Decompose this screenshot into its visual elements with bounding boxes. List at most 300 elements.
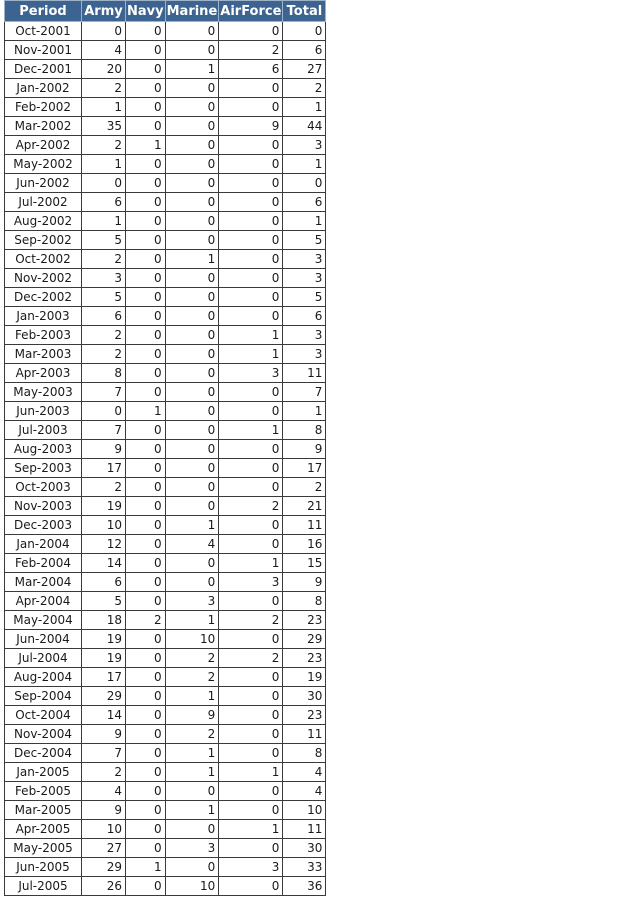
cell-army: 8 <box>82 364 126 383</box>
cell-period: Nov-2001 <box>5 41 82 60</box>
cell-navy: 0 <box>126 326 166 345</box>
cell-total: 8 <box>283 744 326 763</box>
cell-navy: 0 <box>126 117 166 136</box>
cell-airforce: 2 <box>219 41 283 60</box>
cell-army: 29 <box>82 858 126 877</box>
cell-army: 9 <box>82 801 126 820</box>
cell-army: 1 <box>82 155 126 174</box>
table-row <box>5 117 326 136</box>
cell-marine: 0 <box>165 117 219 136</box>
cell-navy: 0 <box>126 592 166 611</box>
cell-navy: 0 <box>126 535 166 554</box>
table-row <box>5 383 326 402</box>
cell-airforce: 0 <box>219 592 283 611</box>
table-row <box>5 573 326 592</box>
header-row <box>5 1 326 22</box>
table-row <box>5 41 326 60</box>
cell-airforce: 0 <box>219 307 283 326</box>
cell-marine: 1 <box>165 687 219 706</box>
cell-marine: 9 <box>165 706 219 725</box>
cell-airforce: 0 <box>219 630 283 649</box>
cell-marine: 0 <box>165 554 219 573</box>
cell-period: Dec-2003 <box>5 516 82 535</box>
cell-army: 14 <box>82 554 126 573</box>
table-row <box>5 478 326 497</box>
table-row <box>5 364 326 383</box>
cell-marine: 0 <box>165 858 219 877</box>
cell-army: 19 <box>82 630 126 649</box>
cell-period: May-2002 <box>5 155 82 174</box>
table-row <box>5 459 326 478</box>
cell-navy: 0 <box>126 630 166 649</box>
cell-total: 19 <box>283 668 326 687</box>
cell-total: 11 <box>283 516 326 535</box>
cell-period: Feb-2003 <box>5 326 82 345</box>
cell-army: 14 <box>82 706 126 725</box>
cell-marine: 0 <box>165 22 219 41</box>
cell-army: 0 <box>82 174 126 193</box>
data-table <box>4 0 326 896</box>
cell-marine: 0 <box>165 307 219 326</box>
cell-army: 27 <box>82 839 126 858</box>
cell-navy: 0 <box>126 839 166 858</box>
cell-marine: 0 <box>165 136 219 155</box>
table-row <box>5 744 326 763</box>
table-row <box>5 402 326 421</box>
cell-marine: 0 <box>165 98 219 117</box>
cell-navy: 0 <box>126 820 166 839</box>
header-marine: Marine <box>165 1 219 22</box>
cell-period: Mar-2003 <box>5 345 82 364</box>
cell-army: 12 <box>82 535 126 554</box>
cell-total: 1 <box>283 212 326 231</box>
cell-army: 2 <box>82 478 126 497</box>
cell-period: Jun-2004 <box>5 630 82 649</box>
table-row <box>5 782 326 801</box>
cell-marine: 0 <box>165 79 219 98</box>
table-row <box>5 611 326 630</box>
cell-army: 9 <box>82 725 126 744</box>
cell-army: 2 <box>82 136 126 155</box>
cell-navy: 0 <box>126 440 166 459</box>
cell-total: 6 <box>283 193 326 212</box>
cell-total: 3 <box>283 326 326 345</box>
cell-marine: 10 <box>165 630 219 649</box>
cell-period: Jul-2003 <box>5 421 82 440</box>
cell-airforce: 0 <box>219 174 283 193</box>
cell-airforce: 1 <box>219 326 283 345</box>
cell-navy: 0 <box>126 307 166 326</box>
cell-total: 1 <box>283 402 326 421</box>
table-row <box>5 288 326 307</box>
cell-period: Apr-2002 <box>5 136 82 155</box>
cell-total: 9 <box>283 573 326 592</box>
cell-period: Apr-2004 <box>5 592 82 611</box>
table-row <box>5 668 326 687</box>
cell-navy: 0 <box>126 877 166 896</box>
cell-army: 17 <box>82 668 126 687</box>
cell-period: May-2005 <box>5 839 82 858</box>
cell-airforce: 0 <box>219 706 283 725</box>
table-row <box>5 535 326 554</box>
cell-navy: 0 <box>126 744 166 763</box>
cell-army: 4 <box>82 41 126 60</box>
cell-period: Jan-2002 <box>5 79 82 98</box>
cell-total: 3 <box>283 269 326 288</box>
table-row <box>5 649 326 668</box>
cell-navy: 0 <box>126 288 166 307</box>
cell-total: 44 <box>283 117 326 136</box>
cell-total: 17 <box>283 459 326 478</box>
cell-airforce: 0 <box>219 383 283 402</box>
table-row <box>5 592 326 611</box>
table-row <box>5 231 326 250</box>
cell-marine: 0 <box>165 155 219 174</box>
cell-airforce: 0 <box>219 98 283 117</box>
cell-marine: 0 <box>165 421 219 440</box>
cell-marine: 1 <box>165 611 219 630</box>
cell-airforce: 2 <box>219 611 283 630</box>
cell-marine: 0 <box>165 497 219 516</box>
cell-navy: 0 <box>126 41 166 60</box>
cell-total: 1 <box>283 155 326 174</box>
cell-navy: 0 <box>126 649 166 668</box>
cell-airforce: 0 <box>219 877 283 896</box>
table-row <box>5 706 326 725</box>
cell-period: Mar-2005 <box>5 801 82 820</box>
cell-total: 8 <box>283 421 326 440</box>
header-period: Period <box>5 1 82 22</box>
cell-army: 10 <box>82 516 126 535</box>
cell-period: Oct-2001 <box>5 22 82 41</box>
cell-total: 5 <box>283 288 326 307</box>
table-row <box>5 212 326 231</box>
cell-marine: 1 <box>165 60 219 79</box>
cell-total: 0 <box>283 22 326 41</box>
cell-total: 10 <box>283 801 326 820</box>
cell-total: 4 <box>283 763 326 782</box>
header-navy: Navy <box>126 1 166 22</box>
cell-army: 7 <box>82 744 126 763</box>
cell-marine: 2 <box>165 668 219 687</box>
cell-navy: 0 <box>126 193 166 212</box>
cell-navy: 0 <box>126 269 166 288</box>
cell-period: Jan-2003 <box>5 307 82 326</box>
cell-marine: 0 <box>165 326 219 345</box>
cell-marine: 0 <box>165 364 219 383</box>
table-row <box>5 554 326 573</box>
cell-marine: 1 <box>165 516 219 535</box>
cell-marine: 0 <box>165 573 219 592</box>
cell-army: 19 <box>82 649 126 668</box>
cell-marine: 0 <box>165 174 219 193</box>
cell-airforce: 3 <box>219 573 283 592</box>
cell-period: Dec-2002 <box>5 288 82 307</box>
cell-navy: 0 <box>126 231 166 250</box>
cell-total: 3 <box>283 250 326 269</box>
cell-airforce: 6 <box>219 60 283 79</box>
cell-period: Jun-2003 <box>5 402 82 421</box>
table-row <box>5 440 326 459</box>
cell-marine: 0 <box>165 459 219 478</box>
cell-marine: 0 <box>165 383 219 402</box>
cell-army: 35 <box>82 117 126 136</box>
cell-navy: 0 <box>126 516 166 535</box>
cell-marine: 0 <box>165 193 219 212</box>
cell-total: 11 <box>283 364 326 383</box>
cell-period: Jun-2005 <box>5 858 82 877</box>
cell-airforce: 3 <box>219 364 283 383</box>
cell-airforce: 0 <box>219 250 283 269</box>
cell-total: 27 <box>283 60 326 79</box>
cell-total: 8 <box>283 592 326 611</box>
table-row <box>5 174 326 193</box>
cell-airforce: 0 <box>219 212 283 231</box>
table-row <box>5 516 326 535</box>
cell-period: Aug-2003 <box>5 440 82 459</box>
cell-navy: 1 <box>126 858 166 877</box>
cell-marine: 0 <box>165 288 219 307</box>
table-row <box>5 858 326 877</box>
cell-navy: 0 <box>126 60 166 79</box>
cell-marine: 2 <box>165 725 219 744</box>
table-row <box>5 839 326 858</box>
table-row <box>5 250 326 269</box>
cell-navy: 0 <box>126 250 166 269</box>
cell-navy: 0 <box>126 801 166 820</box>
cell-period: Oct-2003 <box>5 478 82 497</box>
cell-total: 4 <box>283 782 326 801</box>
cell-period: Oct-2002 <box>5 250 82 269</box>
cell-total: 30 <box>283 687 326 706</box>
cell-marine: 4 <box>165 535 219 554</box>
header-army: Army <box>82 1 126 22</box>
cell-army: 5 <box>82 231 126 250</box>
cell-army: 5 <box>82 592 126 611</box>
cell-army: 1 <box>82 98 126 117</box>
header-total: Total <box>283 1 326 22</box>
cell-army: 7 <box>82 383 126 402</box>
cell-airforce: 1 <box>219 820 283 839</box>
cell-army: 0 <box>82 22 126 41</box>
cell-period: Aug-2002 <box>5 212 82 231</box>
cell-army: 17 <box>82 459 126 478</box>
cell-army: 2 <box>82 345 126 364</box>
table-row <box>5 193 326 212</box>
cell-army: 19 <box>82 497 126 516</box>
cell-airforce: 0 <box>219 288 283 307</box>
cell-airforce: 0 <box>219 687 283 706</box>
table-row <box>5 497 326 516</box>
cell-total: 21 <box>283 497 326 516</box>
cell-navy: 0 <box>126 212 166 231</box>
table-row <box>5 269 326 288</box>
cell-army: 2 <box>82 79 126 98</box>
cell-army: 10 <box>82 820 126 839</box>
cell-marine: 0 <box>165 345 219 364</box>
table-row <box>5 60 326 79</box>
cell-army: 26 <box>82 877 126 896</box>
cell-army: 3 <box>82 269 126 288</box>
cell-airforce: 0 <box>219 839 283 858</box>
cell-period: Apr-2003 <box>5 364 82 383</box>
cell-navy: 0 <box>126 79 166 98</box>
cell-period: Jan-2005 <box>5 763 82 782</box>
cell-airforce: 0 <box>219 136 283 155</box>
cell-navy: 0 <box>126 668 166 687</box>
cell-total: 16 <box>283 535 326 554</box>
cell-total: 36 <box>283 877 326 896</box>
cell-navy: 0 <box>126 706 166 725</box>
cell-total: 2 <box>283 79 326 98</box>
cell-army: 6 <box>82 573 126 592</box>
cell-airforce: 1 <box>219 421 283 440</box>
cell-army: 1 <box>82 212 126 231</box>
cell-period: Dec-2004 <box>5 744 82 763</box>
cell-marine: 0 <box>165 212 219 231</box>
cell-period: Feb-2005 <box>5 782 82 801</box>
cell-marine: 3 <box>165 839 219 858</box>
table-row <box>5 98 326 117</box>
table-row <box>5 763 326 782</box>
cell-army: 29 <box>82 687 126 706</box>
cell-period: Feb-2004 <box>5 554 82 573</box>
cell-airforce: 0 <box>219 725 283 744</box>
cell-marine: 0 <box>165 440 219 459</box>
cell-period: Jul-2005 <box>5 877 82 896</box>
cell-period: Sep-2002 <box>5 231 82 250</box>
cell-army: 18 <box>82 611 126 630</box>
cell-total: 30 <box>283 839 326 858</box>
cell-airforce: 0 <box>219 801 283 820</box>
cell-total: 23 <box>283 706 326 725</box>
cell-total: 2 <box>283 478 326 497</box>
cell-total: 3 <box>283 136 326 155</box>
cell-marine: 1 <box>165 250 219 269</box>
cell-army: 5 <box>82 288 126 307</box>
cell-navy: 0 <box>126 345 166 364</box>
cell-total: 5 <box>283 231 326 250</box>
cell-army: 20 <box>82 60 126 79</box>
cell-period: Sep-2004 <box>5 687 82 706</box>
cell-total: 1 <box>283 98 326 117</box>
table-row <box>5 630 326 649</box>
cell-airforce: 0 <box>219 440 283 459</box>
cell-marine: 3 <box>165 592 219 611</box>
cell-airforce: 0 <box>219 402 283 421</box>
cell-total: 6 <box>283 41 326 60</box>
cell-navy: 0 <box>126 383 166 402</box>
cell-total: 9 <box>283 440 326 459</box>
cell-period: May-2004 <box>5 611 82 630</box>
cell-marine: 0 <box>165 41 219 60</box>
cell-marine: 0 <box>165 478 219 497</box>
cell-airforce: 0 <box>219 668 283 687</box>
cell-navy: 0 <box>126 174 166 193</box>
cell-total: 0 <box>283 174 326 193</box>
table-row <box>5 877 326 896</box>
cell-navy: 0 <box>126 22 166 41</box>
cell-army: 9 <box>82 440 126 459</box>
cell-total: 7 <box>283 383 326 402</box>
cell-total: 23 <box>283 611 326 630</box>
cell-navy: 0 <box>126 497 166 516</box>
cell-period: Oct-2004 <box>5 706 82 725</box>
cell-army: 2 <box>82 763 126 782</box>
cell-period: Nov-2003 <box>5 497 82 516</box>
cell-period: Feb-2002 <box>5 98 82 117</box>
table-row <box>5 307 326 326</box>
table-row <box>5 820 326 839</box>
cell-airforce: 1 <box>219 345 283 364</box>
cell-marine: 2 <box>165 649 219 668</box>
cell-period: Jun-2002 <box>5 174 82 193</box>
cell-airforce: 9 <box>219 117 283 136</box>
cell-navy: 0 <box>126 364 166 383</box>
cell-navy: 2 <box>126 611 166 630</box>
cell-period: Jul-2004 <box>5 649 82 668</box>
cell-airforce: 0 <box>219 79 283 98</box>
cell-marine: 0 <box>165 231 219 250</box>
table-row <box>5 326 326 345</box>
cell-airforce: 0 <box>219 22 283 41</box>
cell-period: Jul-2002 <box>5 193 82 212</box>
cell-total: 15 <box>283 554 326 573</box>
cell-navy: 0 <box>126 573 166 592</box>
cell-total: 11 <box>283 820 326 839</box>
cell-airforce: 0 <box>219 269 283 288</box>
cell-navy: 0 <box>126 98 166 117</box>
cell-army: 6 <box>82 307 126 326</box>
cell-airforce: 0 <box>219 193 283 212</box>
cell-army: 7 <box>82 421 126 440</box>
table-body <box>5 22 326 896</box>
cell-airforce: 0 <box>219 744 283 763</box>
table-row <box>5 687 326 706</box>
cell-total: 29 <box>283 630 326 649</box>
cell-marine: 1 <box>165 801 219 820</box>
cell-total: 11 <box>283 725 326 744</box>
cell-airforce: 1 <box>219 763 283 782</box>
cell-navy: 1 <box>126 402 166 421</box>
cell-navy: 0 <box>126 478 166 497</box>
cell-period: Aug-2004 <box>5 668 82 687</box>
cell-marine: 1 <box>165 763 219 782</box>
table-row <box>5 155 326 174</box>
cell-army: 2 <box>82 250 126 269</box>
cell-period: Nov-2004 <box>5 725 82 744</box>
cell-marine: 0 <box>165 269 219 288</box>
table-row <box>5 136 326 155</box>
cell-total: 6 <box>283 307 326 326</box>
cell-period: Nov-2002 <box>5 269 82 288</box>
cell-period: Mar-2004 <box>5 573 82 592</box>
cell-period: Sep-2003 <box>5 459 82 478</box>
cell-army: 6 <box>82 193 126 212</box>
table-row <box>5 22 326 41</box>
cell-airforce: 0 <box>219 535 283 554</box>
header-airforce: AirForce <box>219 1 283 22</box>
cell-total: 33 <box>283 858 326 877</box>
cell-navy: 0 <box>126 459 166 478</box>
cell-period: May-2003 <box>5 383 82 402</box>
cell-airforce: 3 <box>219 858 283 877</box>
table-header <box>5 1 326 22</box>
cell-army: 2 <box>82 326 126 345</box>
cell-army: 0 <box>82 402 126 421</box>
cell-marine: 0 <box>165 402 219 421</box>
cell-navy: 0 <box>126 687 166 706</box>
